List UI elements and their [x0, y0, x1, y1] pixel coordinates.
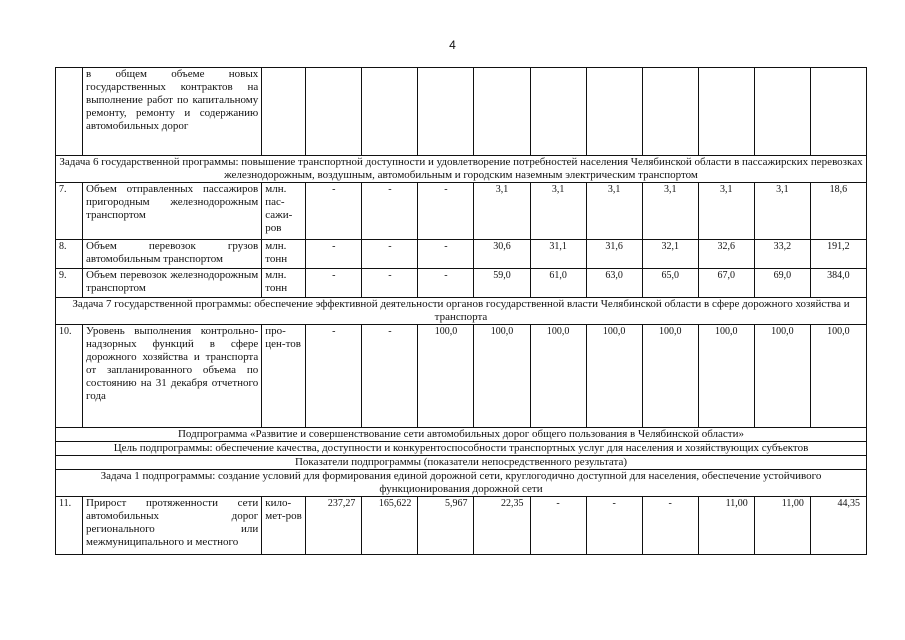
- section-header-row: [56, 428, 867, 442]
- table-row: [56, 269, 867, 298]
- value-cell: -: [530, 497, 586, 555]
- row-number: [56, 68, 83, 156]
- value-cell: 100,0: [474, 325, 530, 428]
- value-cell: 3,1: [586, 183, 642, 240]
- value-cell: 65,0: [642, 269, 698, 298]
- task-1-heading: Задача 1 подпрограммы: создание условий для формирования единой дорожной сети, круглогодично доступной для населения, обеспечение устойчивого функционирования дорожной сети: [56, 470, 867, 497]
- value-cell: 3,1: [754, 183, 810, 240]
- value-cell: 32,6: [698, 240, 754, 269]
- section-header-row: [56, 298, 867, 325]
- value-cell: -: [418, 269, 474, 298]
- value-cell: -: [362, 183, 418, 240]
- section-header-row: [56, 470, 867, 497]
- value-cell: 100,0: [530, 325, 586, 428]
- unit-cell: [262, 68, 306, 156]
- section-header-row: [56, 156, 867, 183]
- subprogram-goal: Цель подпрограммы: обеспечение качества, доступности и конкурентоспособности транспортных услуг для населения и хозяйствующих субъектов: [56, 442, 867, 456]
- subprogram-heading: Подпрограмма «Развитие и совершенствование сети автомобильных дорог общего пользования в Челябинской области»: [56, 428, 867, 442]
- value-cell: -: [586, 497, 642, 555]
- value-cell: 3,1: [698, 183, 754, 240]
- value-cell: 32,1: [642, 240, 698, 269]
- row-number: 10.: [56, 325, 83, 428]
- value-cell: 100,0: [586, 325, 642, 428]
- value-cell: 67,0: [698, 269, 754, 298]
- unit-cell: млн. пас-сажи-ров: [262, 183, 306, 240]
- value-cell: -: [306, 325, 362, 428]
- row-number: 9.: [56, 269, 83, 298]
- value-cell: -: [306, 269, 362, 298]
- value-cell: 100,0: [698, 325, 754, 428]
- value-cell: [642, 68, 698, 156]
- value-cell: 100,0: [754, 325, 810, 428]
- value-cell: 18,6: [810, 183, 866, 240]
- value-cell: -: [362, 325, 418, 428]
- value-cell: 165,622: [362, 497, 418, 555]
- value-cell: 11,00: [698, 497, 754, 555]
- value-cell: 22,35: [474, 497, 530, 555]
- value-cell: 3,1: [474, 183, 530, 240]
- indicator-name: Объем отправленных пассажиров пригородным железнодорожным транспортом: [83, 183, 262, 240]
- value-cell: 63,0: [586, 269, 642, 298]
- table-row: [56, 240, 867, 269]
- value-cell: 384,0: [810, 269, 866, 298]
- value-cell: 59,0: [474, 269, 530, 298]
- value-cell: [362, 68, 418, 156]
- value-cell: 30,6: [474, 240, 530, 269]
- value-cell: 33,2: [754, 240, 810, 269]
- task-7-heading: Задача 7 государственной программы: обеспечение эффективной деятельности органов государственной власти Челябинской области в сфере дорожного хозяйства и транспорта: [56, 298, 867, 325]
- unit-cell: млн. тонн: [262, 269, 306, 298]
- value-cell: 3,1: [642, 183, 698, 240]
- indicators-heading: Показатели подпрограммы (показатели непосредственного результата): [56, 456, 867, 470]
- value-cell: [530, 68, 586, 156]
- value-cell: -: [362, 240, 418, 269]
- value-cell: [586, 68, 642, 156]
- value-cell: -: [418, 183, 474, 240]
- indicators-table: [55, 67, 867, 555]
- table-row: [56, 497, 867, 555]
- section-header-row: [56, 442, 867, 456]
- section-header-row: [56, 456, 867, 470]
- value-cell: 61,0: [530, 269, 586, 298]
- table-row: [56, 325, 867, 428]
- value-cell: 3,1: [530, 183, 586, 240]
- indicator-name: Уровень выполнения контрольно-надзорных функций в сфере дорожного хозяйства и транспорта от запланированного объема по состоянию на 31 декабря отчетного года: [83, 325, 262, 428]
- value-cell: -: [306, 240, 362, 269]
- row-number: 8.: [56, 240, 83, 269]
- indicator-name: Объем перевозок железнодорожным транспортом: [83, 269, 262, 298]
- value-cell: 44,35: [810, 497, 866, 555]
- row-number: 11.: [56, 497, 83, 555]
- value-cell: -: [418, 240, 474, 269]
- value-cell: [306, 68, 362, 156]
- value-cell: 237,27: [306, 497, 362, 555]
- value-cell: -: [362, 269, 418, 298]
- value-cell: 100,0: [418, 325, 474, 428]
- page-number: 4: [449, 38, 456, 52]
- value-cell: [810, 68, 866, 156]
- value-cell: [474, 68, 530, 156]
- value-cell: [754, 68, 810, 156]
- table-row: [56, 68, 867, 156]
- task-6-heading: Задача 6 государственной программы: повышение транспортной доступности и удовлетворение потребностей населения Челябинской области в пассажирских перевозках железнодорожным, воздушным, автомобильным и городским наземным электрическим транспортом: [56, 156, 867, 183]
- value-cell: 31,6: [586, 240, 642, 269]
- value-cell: [698, 68, 754, 156]
- value-cell: 11,00: [754, 497, 810, 555]
- value-cell: [418, 68, 474, 156]
- unit-cell: кило-мет-ров: [262, 497, 306, 555]
- value-cell: 100,0: [642, 325, 698, 428]
- value-cell: 69,0: [754, 269, 810, 298]
- indicator-name: Объем перевозок грузов автомобильным транспортом: [83, 240, 262, 269]
- value-cell: -: [306, 183, 362, 240]
- value-cell: 100,0: [810, 325, 866, 428]
- value-cell: 31,1: [530, 240, 586, 269]
- row-number: 7.: [56, 183, 83, 240]
- value-cell: 191,2: [810, 240, 866, 269]
- indicator-name: в общем объеме новых государственных контрактов на выполнение работ по капитальному ремонту, ремонту и содержанию автомобильных дорог: [83, 68, 262, 156]
- unit-cell: млн. тонн: [262, 240, 306, 269]
- value-cell: -: [642, 497, 698, 555]
- unit-cell: про-цен-тов: [262, 325, 306, 428]
- value-cell: 5,967: [418, 497, 474, 555]
- indicator-name: Прирост протяженности сети автомобильных дорог регионального или межмуниципального и местного: [83, 497, 262, 555]
- table-row: [56, 183, 867, 240]
